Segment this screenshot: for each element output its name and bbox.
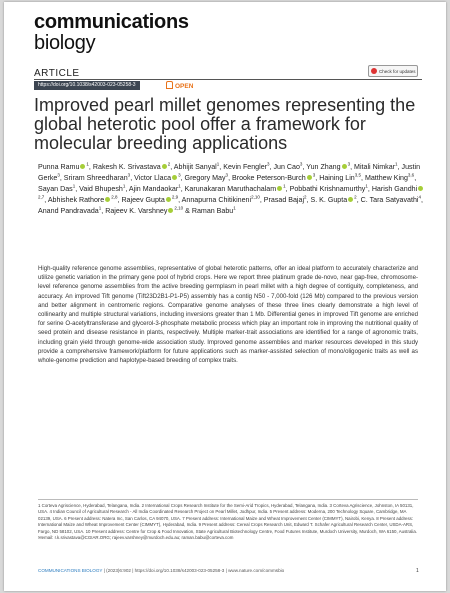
author <box>38 207 101 215</box>
orcid-icon[interactable] <box>307 175 312 180</box>
author-name: Kevin Fengler <box>223 163 268 171</box>
author-affiliation-marker: 3 <box>347 161 351 167</box>
author <box>232 174 315 182</box>
check-updates-button[interactable] <box>368 65 418 77</box>
author <box>38 185 75 193</box>
header-rule <box>34 79 422 80</box>
author-list: Punna Ramu $^1$, Rakesh K. Srivastava $^2$, Abhijit Sanyal$^1$, Kevin Fengler$^3$, Jun Cao$^3$, Yun Zhang $^3$, Mitali Nimkar$^1$, Justin Gerke$^3$, Sriram Shreedharan$^3$, Victor Llaca $^3$, Gregory May$^3$, Brooke Peterson-Burch $^3$, Haining Lin$^{3,5}$, Matthew King$^{3,6}$, Sayan Das$^1$, Vaid Bhupesh$^1$, Ajin Mandaokar$^1$, Karunakaran Maruthachalam $^1$, Pobbathi Krishnamurthy$^1$, Harish Gandhi$^{2,7}$, Abhishek Rathore $^{2,8}$, Rajeev Gupta $^{2,9}$, Annapurna Chitikineni$^{2,10}$, Prasad Bajaj$^2$, S. K. Gupta $^2$, C. Tara Satyavathi$^4$, Anand Pandravada$^1$, Rajeev K. Varshney $^{2,10}$ & Raman Babu$^1$ <box>38 161 423 215</box>
footer-citation[interactable]: | (2023)6:902 | https://doi.org/10.1038/s42003-023-05258-3 | www.nature.com/commsbio <box>103 568 285 573</box>
author-name: S. K. Gupta <box>310 195 348 204</box>
author-name: Harish Gandhi <box>371 184 418 193</box>
author-affiliation-marker: 3 <box>57 172 60 178</box>
author <box>319 174 361 182</box>
author <box>182 196 260 204</box>
author-affiliation-marker: 4 <box>418 194 421 200</box>
article-title: Improved pearl millet genomes representing the global heterotic pool offer a framework for molecular breeding applications <box>34 95 416 153</box>
author-name: Prasad Bajaj <box>263 195 305 204</box>
author-name: Rakesh K. Srivastava <box>92 163 161 171</box>
author-name: Jun Cao <box>273 163 300 171</box>
author <box>185 185 286 193</box>
author <box>185 174 229 182</box>
author <box>311 196 357 204</box>
author-affiliation-marker: 1 <box>283 183 286 189</box>
orcid-icon[interactable] <box>105 197 110 202</box>
author-affiliation-marker: 3,5 <box>354 172 361 178</box>
author-name: Abhijit Sanyal <box>173 163 217 171</box>
author-name: Raman Babu <box>191 206 234 215</box>
author-name: Matthew King <box>364 173 408 182</box>
author-name: Gregory May <box>184 173 226 182</box>
author-affiliation-marker: 2,10 <box>174 205 184 211</box>
author <box>79 185 125 193</box>
author-affiliation-marker: 2 <box>354 194 357 200</box>
author <box>48 196 118 204</box>
author <box>192 207 236 215</box>
author <box>121 196 178 204</box>
check-updates-icon <box>371 68 377 74</box>
orcid-icon[interactable] <box>172 175 177 180</box>
page-number: 1 <box>416 568 419 574</box>
author <box>134 174 180 182</box>
orcid-icon[interactable] <box>162 164 167 169</box>
author-name: Yun Zhang <box>306 163 341 171</box>
author-name: Brooke Peterson-Burch <box>232 173 306 182</box>
author-name: Vaid Bhupesh <box>79 184 123 193</box>
orcid-icon[interactable] <box>168 208 173 213</box>
author-name: Rajeev Gupta <box>121 195 165 204</box>
author-name: Rajeev K. Varshney <box>105 206 168 215</box>
affiliations: 1 Corteva Agriscience, Hyderabad, Telangana, India. 2 International Crops Research Institute for the Semi-Arid Tropics, Hyderabad, Telangana, India. 3 Corteva Agriscience, Johnston, IA 50131, USA. 4 Indian Council of Agricultural Research - All India Coordinated Research Project on Pearl Millet, Jodhpur, India. 5 Present address: Moderna, 200 Technology Square, Cambridge, MA 02139, USA. 6 Present address: Natera Inc, San Carlos, CA 94070, USA. 7 Present address: International Maize and Wheat Improvement Center (CIMMYT), Nairobi, Kenya. 8 Present address: International Maize and Wheat Improvement Center (CIMMYT), Hyderabad, India. 9 Present address: Cereal Crops Research Unit, Edward T. Schafer Agricultural Research Center, USDA-ARS, Fargo, ND 58102, USA. 10 Present address: Centre for Crop & Food Innovation, State Agricultural Biotechnology Centre, Food Futures Institute, Murdoch University, Murdoch, WA 6150, Australia. ✉email: r.k.srivastava@CGIAR.ORG; rajeev.varshney@murdoch.edu.au; raman.babu@corteva.com <box>38 503 418 541</box>
orcid-icon[interactable] <box>80 164 85 169</box>
author-name: Abhishek Rathore <box>47 195 105 204</box>
author-name: C. Tara Satyavathi <box>360 195 419 204</box>
author <box>290 185 368 193</box>
author <box>105 207 183 215</box>
author-name: Karunakaran Maruthachalam <box>184 184 277 193</box>
author-name: Annapurna Chitikineni <box>181 195 252 204</box>
author-name: Justin Gerke <box>38 163 421 182</box>
check-updates-label: Check for updates <box>379 68 416 74</box>
author-affiliation-marker: 1 <box>178 183 181 189</box>
author-name: Ajin Mandaokar <box>128 184 179 193</box>
author-affiliation-marker: 1 <box>98 205 102 211</box>
author-affiliation-marker: 3,6 <box>407 172 415 178</box>
author <box>264 196 307 204</box>
footer-journal: COMMUNICATIONS BIOLOGY <box>38 568 103 573</box>
journal-name: communications <box>34 11 189 33</box>
author-affiliation-marker: 2,9 <box>171 194 179 200</box>
author-affiliation-marker: 3 <box>178 172 181 178</box>
author <box>38 163 89 171</box>
author-affiliation-marker: 3 <box>225 172 229 178</box>
orcid-icon[interactable] <box>277 186 282 191</box>
author <box>223 163 269 171</box>
journal-subname: biology <box>34 32 96 54</box>
author-affiliation-marker: 1 <box>86 161 89 167</box>
doi-link[interactable]: https://doi.org/10.1038/s42003-023-05258-3 <box>34 81 140 90</box>
author-affiliation-marker: 3 <box>267 161 270 167</box>
author <box>365 174 414 182</box>
author-affiliation-marker: 2 <box>167 161 171 167</box>
orcid-icon[interactable] <box>342 164 347 169</box>
orcid-icon[interactable] <box>348 197 353 202</box>
author <box>361 196 421 204</box>
author-affiliation-marker: 3 <box>312 172 316 178</box>
author <box>174 163 220 171</box>
author-affiliation-marker: 2,7 <box>38 194 45 200</box>
author <box>273 163 302 171</box>
author-name: Victor Llaca <box>134 173 172 182</box>
author-affiliation-marker: 1 <box>395 161 398 167</box>
author-affiliation-marker: 1 <box>72 183 76 189</box>
author-name: Punna Ramu <box>38 163 80 171</box>
author-affiliation-marker: 1 <box>216 161 220 167</box>
orcid-icon[interactable] <box>418 186 423 191</box>
author-affiliation-marker: 2 <box>304 194 307 200</box>
article-type-label: ARTICLE <box>34 68 80 79</box>
author-name: Sriram Shreedharan <box>63 173 128 182</box>
author <box>354 163 398 171</box>
author <box>93 163 170 171</box>
affiliation-rule <box>38 499 418 500</box>
author-affiliation-marker: 2,10 <box>251 194 260 200</box>
author-name: Anand Pandravada <box>38 206 99 215</box>
abstract: High-quality reference genome assemblies, representative of global heterotic patterns, offer an ideal platform to accurately characterize and utilize genetic variation in the primary gene pool of hybrid crops. Here we report three platinum grade de-novo, near gap-free, chromosome-level reference genome assemblies from the active breeding germplasm in pearl millet with a high degree of contiguity, completeness, and accuracy. An improved Tift genome (Tift23D2B1-P1-P5) assembly has a contig N50 - 7,000-fold (126 Mb) compared to the previous version and better alignment in centromeric regions. Comparative genome analyses of these three lines clearly demonstrate a high level of collinearity and multiple structural variations, including inversions greater than 1 Mb. Differential genes in improved Tift genome are enriched for serine O-acetyltransferase and glycerol-3-phosphate metabolic process which play an important role in improving the nutritional quality of seed protein and disease resistance in plants, respectively. Multiple marker-trait associations are identified for a range of agronomic traits, including grain yield through genome-wide association study. Improved genome assemblies and marker resources developed in this study provide a comprehensive framework/platform for future applications such as marker-assisted selection of mono/oligogenic traits as well as whole-genome prediction and haplotype-based breeding of complex traits. <box>38 265 418 365</box>
author-affiliation-marker: 3 <box>127 172 131 178</box>
author-name: Mitali Nimkar <box>354 163 396 171</box>
open-access-badge <box>166 81 193 91</box>
author-name: Haining Lin <box>319 173 355 182</box>
page-footer <box>38 568 284 573</box>
author-affiliation-marker: 3 <box>299 161 303 167</box>
author-affiliation-marker: 1 <box>122 183 126 189</box>
open-label: OPEN <box>175 83 194 90</box>
article-page <box>4 2 446 591</box>
author-affiliation-marker: 2,8 <box>111 194 118 200</box>
author-affiliation-marker: 1 <box>233 205 236 211</box>
author-name: Pobbathi Krishnamurthy <box>289 184 366 193</box>
author <box>129 185 181 193</box>
author <box>306 163 350 171</box>
author <box>64 174 130 182</box>
orcid-icon[interactable] <box>166 197 171 202</box>
open-lock-icon <box>166 81 173 89</box>
author-affiliation-marker: 1 <box>365 183 368 189</box>
author-name: Sayan Das <box>38 184 73 193</box>
